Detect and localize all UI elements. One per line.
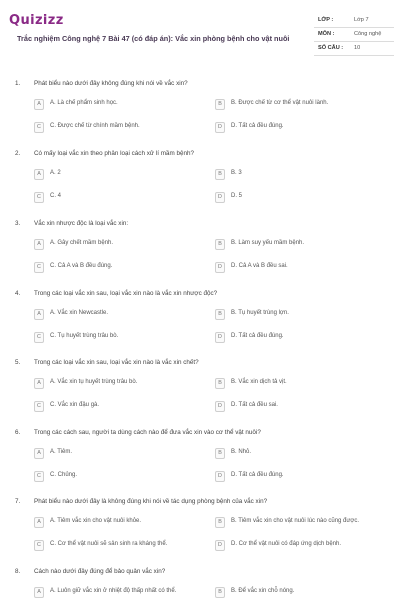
option-c[interactable] <box>34 262 204 272</box>
question-text: Trong các loại vắc xin sau, loại vắc xin nào là vắc xin chết? <box>34 359 199 366</box>
option-letter-box: A <box>34 99 44 110</box>
question-text: Phát biểu nào dưới đây không đúng khi nói về vắc xin? <box>34 80 188 87</box>
option-c[interactable] <box>34 192 204 202</box>
option-d[interactable] <box>215 471 395 481</box>
option-b[interactable] <box>215 99 395 109</box>
option-b[interactable] <box>215 169 395 179</box>
option-text: B. Nhỏ. <box>231 449 252 455</box>
option-letter-box: D <box>215 401 225 412</box>
option-text: A. 2 <box>50 170 61 176</box>
meta-row-question-count <box>314 42 394 56</box>
option-letter-box: B <box>215 517 225 528</box>
option-d[interactable] <box>215 122 395 132</box>
question-number: 3. <box>15 220 21 227</box>
option-letter-box: B <box>215 587 225 598</box>
option-b[interactable] <box>215 239 395 249</box>
option-letter-box: A <box>34 239 44 250</box>
option-letter-box: C <box>34 540 44 551</box>
option-a[interactable] <box>34 99 204 109</box>
option-d[interactable] <box>215 192 395 202</box>
option-letter-box: A <box>34 517 44 528</box>
option-c[interactable] <box>34 471 204 481</box>
option-text: D. Cả A và B đều sai. <box>231 263 288 269</box>
option-text: B. Làm suy yếu mầm bệnh. <box>231 240 305 246</box>
question-text: Cách nào dưới đây đúng để bảo quản vắc xin? <box>34 568 166 575</box>
option-letter-box: B <box>215 239 225 250</box>
option-letter-box: C <box>34 192 44 203</box>
option-text: C. Cả A và B đều đúng. <box>50 263 113 269</box>
option-letter-box: D <box>215 122 225 133</box>
option-text: D. Tất cả đều sai. <box>231 402 278 408</box>
option-text: D. 5 <box>231 193 243 199</box>
option-text: C. Tụ huyết trùng trâu bò. <box>50 333 119 339</box>
option-d[interactable] <box>215 332 395 342</box>
question-number: 5. <box>15 359 21 366</box>
option-letter-box: C <box>34 332 44 343</box>
option-text: A. Tiêm vắc xin cho vật nuôi khỏe. <box>50 518 142 524</box>
meta-key: MÔN : <box>318 31 335 37</box>
meta-value: Công nghệ <box>354 31 382 37</box>
option-text: C. 4 <box>50 193 62 199</box>
option-a[interactable] <box>34 239 204 249</box>
option-letter-box: C <box>34 471 44 482</box>
meta-key: SỐ CÂU : <box>318 45 344 51</box>
option-letter-box: A <box>34 448 44 459</box>
option-a[interactable] <box>34 378 204 388</box>
option-b[interactable] <box>215 448 395 458</box>
question-text: Trong các loại vắc xin sau, loại vắc xin nào là vắc xin nhược độc? <box>34 290 218 297</box>
option-text: B. Để vắc xin chỗ nóng. <box>231 588 295 594</box>
question-number: 8. <box>15 568 21 575</box>
option-text: B. Được chế từ cơ thể vật nuôi lành. <box>231 100 329 106</box>
option-a[interactable] <box>34 169 204 179</box>
meta-row-subject <box>314 28 394 42</box>
option-b[interactable] <box>215 309 395 319</box>
option-text: C. Được chế từ chính mầm bệnh. <box>50 123 140 129</box>
option-text: C. Cơ thể vật nuôi sẽ sản sinh ra kháng thể. <box>50 541 168 547</box>
option-text: A. Tiêm. <box>50 449 73 455</box>
question-number: 1. <box>15 80 21 87</box>
option-text: C. Chủng. <box>50 472 78 478</box>
option-letter-box: A <box>34 587 44 598</box>
question-number: 7. <box>15 498 21 505</box>
option-text: A. Là chế phẩm sinh học. <box>50 100 118 106</box>
option-letter-box: B <box>215 448 225 459</box>
option-a[interactable] <box>34 309 204 319</box>
option-text: A. Luôn giữ vắc xin ở nhiệt độ thấp nhất có thể. <box>50 588 177 594</box>
option-d[interactable] <box>215 540 395 550</box>
meta-key: LỚP : <box>318 17 334 23</box>
quizizz-logo: Quizizz <box>9 13 64 28</box>
option-c[interactable] <box>34 332 204 342</box>
option-letter-box: C <box>34 401 44 412</box>
option-text: C. Vắc xin đậu gà. <box>50 402 100 408</box>
question-text: Trong các cách sau, người ta dùng cách nào để đưa vắc xin vào cơ thể vật nuôi? <box>34 429 261 436</box>
option-text: B. Tiêm vắc xin cho vật nuôi lúc nào cũng được. <box>231 518 360 524</box>
option-b[interactable] <box>215 517 395 527</box>
option-text: A. Vắc xin Newcastle. <box>50 310 109 316</box>
option-a[interactable] <box>34 517 204 527</box>
quiz-meta-table <box>314 14 394 56</box>
option-letter-box: D <box>215 471 225 482</box>
option-letter-box: A <box>34 169 44 180</box>
option-letter-box: B <box>215 169 225 180</box>
option-letter-box: C <box>34 262 44 273</box>
option-d[interactable] <box>215 401 395 411</box>
option-b[interactable] <box>215 587 395 597</box>
option-a[interactable] <box>34 587 204 597</box>
option-text: D. Tất cả đều đúng. <box>231 333 284 339</box>
option-text: A. Vắc xin tụ huyết trùng trâu bò. <box>50 379 138 385</box>
option-letter-box: D <box>215 332 225 343</box>
option-text: D. Tất cả đều đúng. <box>231 123 284 129</box>
option-letter-box: A <box>34 378 44 389</box>
option-text: B. Tụ huyết trùng lợn. <box>231 310 289 316</box>
option-a[interactable] <box>34 448 204 458</box>
option-text: B. 3 <box>231 170 242 176</box>
option-letter-box: B <box>215 378 225 389</box>
option-letter-box: D <box>215 540 225 551</box>
option-d[interactable] <box>215 262 395 272</box>
question-text: Có mấy loại vắc xin theo phân loại cách xử lí mầm bệnh? <box>34 150 194 157</box>
option-letter-box: D <box>215 192 225 203</box>
meta-value: 10 <box>354 45 361 51</box>
meta-value: Lớp 7 <box>354 17 369 23</box>
question-number: 4. <box>15 290 21 297</box>
option-text: B. Vắc xin dịch tả vịt. <box>231 379 287 385</box>
option-c[interactable] <box>34 401 204 411</box>
option-letter-box: D <box>215 262 225 273</box>
question-number: 6. <box>15 429 21 436</box>
option-letter-box: C <box>34 122 44 133</box>
option-letter-box: B <box>215 309 225 320</box>
option-text: D. Tất cả đều đúng. <box>231 472 284 478</box>
option-text: D. Cơ thể vật nuôi có đáp ứng dịch bệnh. <box>231 541 342 547</box>
question-text: Phát biểu nào dưới đây là không đúng khi nói về tác dụng phòng bệnh của vắc xin? <box>34 498 268 505</box>
meta-row-class <box>314 14 394 28</box>
option-c[interactable] <box>34 122 204 132</box>
option-b[interactable] <box>215 378 395 388</box>
option-letter-box: B <box>215 99 225 110</box>
question-text: Vắc xin nhược độc là loại vắc xin: <box>34 220 129 227</box>
quiz-title: Trắc nghiệm Công nghệ 7 Bài 47 (có đáp án): Vắc xin phòng bệnh cho vật nuôi <box>17 34 290 43</box>
question-number: 2. <box>15 150 21 157</box>
option-letter-box: A <box>34 309 44 320</box>
option-c[interactable] <box>34 540 204 550</box>
option-text: A. Gây chết mầm bệnh. <box>50 240 114 246</box>
